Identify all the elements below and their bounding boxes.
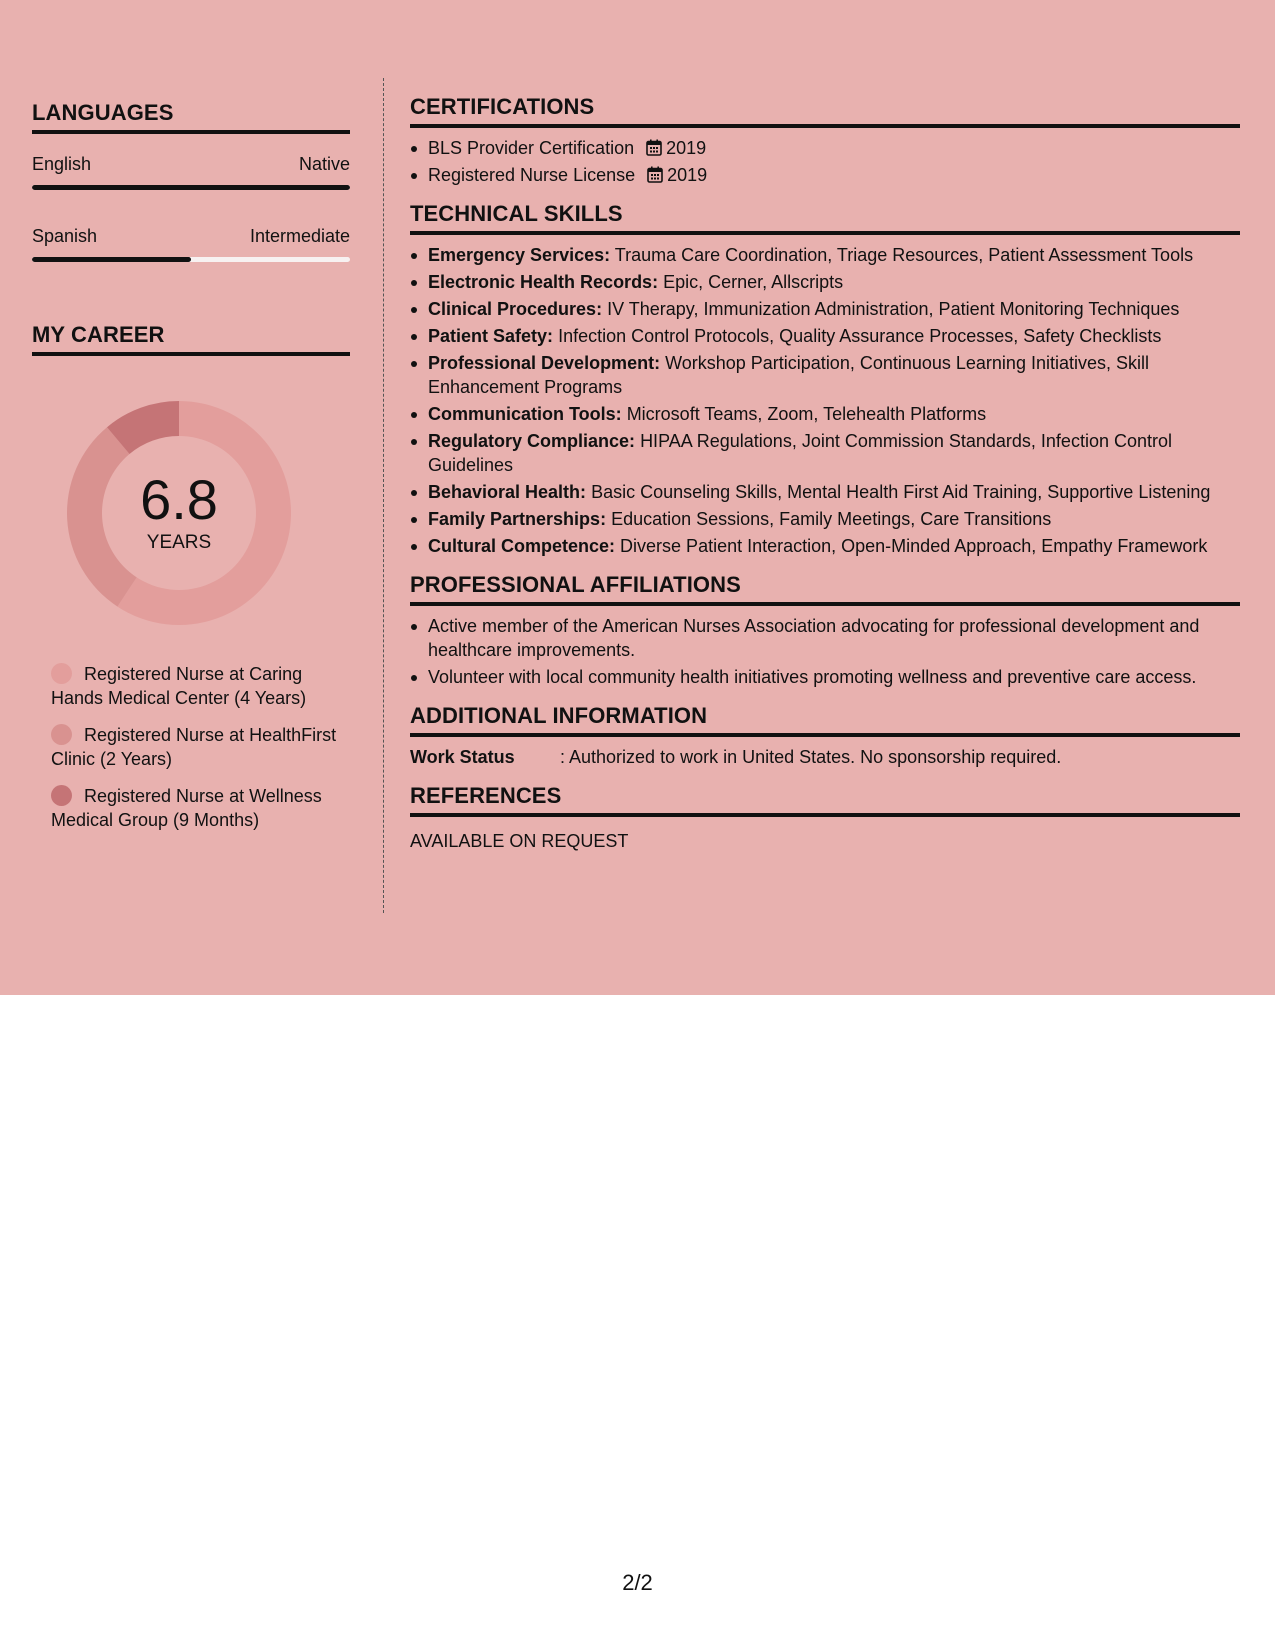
skill-label: Communication Tools: [428,404,622,424]
language-proficiency-fill [32,185,350,190]
languages-section [32,100,350,262]
skill-item [410,429,1240,477]
skill-text: HIPAA Regulations, Joint Commission Standards, Infection Control Guidelines [428,431,1172,475]
career-total-unit: YEARS [146,532,212,553]
work-status-row [410,745,1240,769]
technical-skills-title: TECHNICAL SKILLS [410,201,1240,235]
column-divider [383,78,384,913]
career-section [32,322,350,832]
calendar-icon [646,139,662,156]
page-number: 2/2 [622,1570,653,1595]
calendar-icon [647,166,663,183]
skill-label: Clinical Procedures: [428,299,603,319]
career-legend [32,662,350,832]
skill-label: Patient Safety: [428,326,554,346]
skill-text: Infection Control Protocols, Quality Assurance Processes, Safety Checklists [558,326,1162,346]
skill-label: Electronic Health Records: [428,272,659,292]
language-name: English [32,154,92,174]
legend-swatch-icon [51,785,72,806]
skill-text: Diverse Patient Interaction, Open-Minded Approach, Empathy Framework [620,536,1208,556]
skill-item [410,243,1240,267]
skill-item [410,324,1240,348]
skill-item [410,351,1240,399]
certification-item [410,163,1240,187]
skill-label: Behavioral Health: [428,482,587,502]
certifications-title: CERTIFICATIONS [410,94,1240,128]
skill-text: IV Therapy, Immunization Administration, Patient Monitoring Techniques [607,299,1180,319]
language-level: Native [298,154,350,174]
skill-item [410,402,1240,426]
certifications-section [410,94,1240,187]
language-row [32,154,350,175]
references-text: AVAILABLE ON REQUEST [410,831,629,851]
legend-item [51,723,350,771]
language-name: Spanish [32,226,98,246]
languages-title: LANGUAGES [32,100,350,134]
certification-item [410,136,1240,160]
sidebar [32,100,350,845]
donut-center [66,400,292,626]
certification-year: 2019 [667,165,708,185]
language-row [32,226,350,247]
skill-item [410,507,1240,531]
skill-label: Professional Development: [428,353,661,373]
skill-text: Microsoft Teams, Zoom, Telehealth Platforms [626,404,987,424]
affiliations-title: PROFESSIONAL AFFILIATIONS [410,572,1240,606]
main-content [410,94,1240,867]
certification-name: BLS Provider Certification [428,138,635,158]
affiliation-item: Volunteer with local community health initiatives promoting wellness and preventive care access. [410,665,1240,689]
work-status-label: Work Status [410,747,515,767]
references-section [410,783,1240,853]
legend-label: Registered Nurse at HealthFirst Clinic (2 Years) [51,725,337,769]
skill-text: Trauma Care Coordination, Triage Resources, Patient Assessment Tools [614,245,1194,265]
technical-skills-section [410,201,1240,558]
legend-item [51,662,350,710]
skill-item [410,480,1240,504]
skill-label: Cultural Competence: [428,536,616,556]
certifications-list [410,136,1240,187]
additional-info-title: ADDITIONAL INFORMATION [410,703,1240,737]
career-donut-chart [66,400,292,626]
affiliation-item: Active member of the American Nurses Association advocating for professional development and healthcare improvements. [410,614,1240,662]
additional-info-section [410,703,1240,769]
career-title: MY CAREER [32,322,350,356]
language-proficiency-bar [32,257,350,262]
skill-item [410,297,1240,321]
certification-year: 2019 [666,138,707,158]
skill-label: Family Partnerships: [428,509,607,529]
language-proficiency-fill [32,257,191,262]
skill-text: Basic Counseling Skills, Mental Health First Aid Training, Supportive Listening [591,482,1211,502]
work-status-value: : Authorized to work in United States. No sponsorship required. [560,747,1062,767]
skill-text: Education Sessions, Family Meetings, Care Transitions [611,509,1052,529]
legend-label: Registered Nurse at Wellness Medical Group (9 Months) [51,786,322,830]
legend-swatch-icon [51,724,72,745]
skill-item [410,270,1240,294]
references-title: REFERENCES [410,783,1240,817]
certification-name: Registered Nurse License [428,165,636,185]
skill-text: Epic, Cerner, Allscripts [663,272,844,292]
language-level: Intermediate [249,226,350,246]
legend-label: Registered Nurse at Caring Hands Medical Center (4 Years) [51,664,307,708]
language-proficiency-bar [32,185,350,190]
skill-label: Emergency Services: [428,245,611,265]
career-total-value: 6.8 [140,468,218,531]
legend-item [51,784,350,832]
affiliations-list [410,614,1240,689]
skill-label: Regulatory Compliance: [428,431,636,451]
skill-item [410,534,1240,558]
skill-text: Workshop Participation, Continuous Learning Initiatives, Skill Enhancement Programs [428,353,1149,397]
legend-swatch-icon [51,663,72,684]
affiliations-section [410,572,1240,689]
technical-skills-list [410,243,1240,558]
